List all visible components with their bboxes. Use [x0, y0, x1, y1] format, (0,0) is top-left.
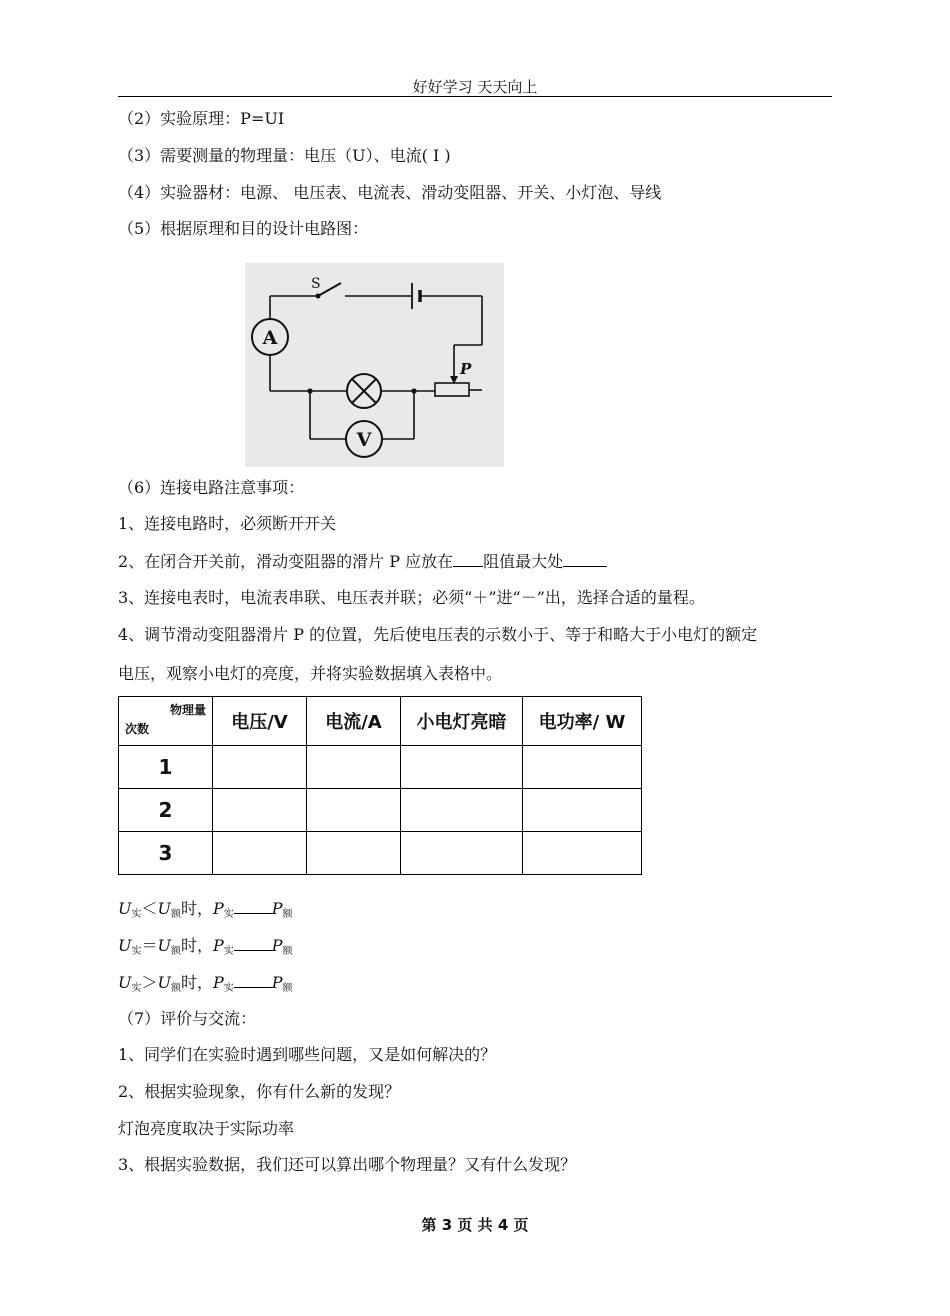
- table-cell: [213, 789, 307, 832]
- subscript-actual: 实: [223, 946, 234, 957]
- table-row: [119, 832, 642, 875]
- evaluation-q1: 1、同学们在实验时遇到哪些问题，又是如何解决的？: [118, 1045, 497, 1064]
- column-header: 电功率/ W: [523, 697, 642, 746]
- relation-equal: [118, 935, 293, 962]
- table-cell: [307, 789, 401, 832]
- corner-top-label: 物理量: [169, 703, 206, 717]
- subscript-rated: 额: [282, 909, 293, 920]
- relation-greater: [118, 972, 293, 999]
- subscript-actual: 实: [223, 983, 234, 994]
- relation-less: [118, 898, 293, 925]
- row-number: 3: [119, 832, 213, 875]
- equals-sign: ＝: [141, 936, 158, 955]
- switch-label: S: [311, 276, 321, 292]
- blank-underline: [453, 551, 483, 567]
- evaluation-heading: （7）评价与交流：: [118, 1009, 257, 1028]
- table-corner-cell: [119, 697, 213, 746]
- less-than-sign: ＜: [141, 899, 158, 918]
- blank-underline: [234, 898, 272, 914]
- var-p: P: [271, 936, 283, 955]
- junction-right: [411, 388, 416, 393]
- var-p: P: [271, 973, 283, 992]
- table-cell: [401, 832, 523, 875]
- row-number: 2: [119, 789, 213, 832]
- header-rule: [118, 96, 832, 97]
- junction-left: [307, 388, 312, 393]
- page-footer: 第 3 页 共 4 页: [421, 1216, 529, 1234]
- var-u: U: [157, 936, 171, 955]
- subscript-rated: 额: [170, 909, 181, 920]
- subscript-actual: 实: [131, 946, 142, 957]
- subscript-rated: 额: [170, 983, 181, 994]
- blank-underline: [234, 972, 272, 988]
- note-2-answer: 阻值最大处: [483, 552, 564, 571]
- circuit-design-line: （5）根据原理和目的设计电路图：: [118, 219, 369, 238]
- table-row: [119, 789, 642, 832]
- evaluation-q2-answer: 灯泡亮度取决于实际功率: [118, 1119, 295, 1138]
- note-4-line-2: 电压，观察小电灯的亮度，并将实验数据填入表格中。: [118, 664, 503, 683]
- relation-when: 时，: [180, 899, 213, 918]
- row-number: 1: [119, 746, 213, 789]
- notes-heading: （6）连接电路注意事项：: [118, 478, 305, 497]
- quantities-line: （3）需要测量的物理量：电压（U）、电流( I ): [118, 146, 451, 165]
- switch-blade: [318, 283, 341, 296]
- var-p: P: [271, 899, 283, 918]
- subscript-actual: 实: [131, 909, 142, 920]
- table-cell: [523, 832, 642, 875]
- var-u: U: [118, 973, 132, 992]
- evaluation-q3: 3、根据实验数据，我们还可以算出哪个物理量？又有什么发现？: [118, 1155, 577, 1174]
- voltmeter-label: V: [356, 429, 372, 451]
- rheostat-body: [435, 383, 469, 396]
- table-cell: [401, 789, 523, 832]
- relation-when: 时，: [180, 973, 213, 992]
- note-2-text: 2、在闭合开关前，滑动变阻器的滑片 P 应放在: [118, 552, 454, 571]
- table-cell: [523, 746, 642, 789]
- principle-line: （2）实验原理：P=UI: [118, 109, 285, 128]
- ammeter-label: A: [262, 327, 278, 349]
- table-cell: [213, 832, 307, 875]
- note-3: 3、连接电表时，电流表串联、电压表并联；必须“＋”进“－”出，选择合适的量程。: [118, 588, 705, 607]
- page-header: 好好学习 天天向上: [412, 78, 538, 96]
- corner-bottom-label: 次数: [125, 722, 150, 736]
- var-u: U: [118, 936, 132, 955]
- column-header: 电流/A: [307, 697, 401, 746]
- var-u: U: [157, 973, 171, 992]
- note-2: [118, 551, 607, 572]
- table-cell: [523, 789, 642, 832]
- circuit-diagram: [245, 263, 504, 467]
- greater-than-sign: ＞: [141, 973, 158, 992]
- data-table: [118, 696, 642, 875]
- table-row: [119, 746, 642, 789]
- var-u: U: [118, 899, 132, 918]
- var-p: P: [213, 899, 224, 918]
- table-cell: [307, 746, 401, 789]
- note-1: 1、连接电路时，必须断开开关: [118, 514, 337, 533]
- slider-label: P: [460, 360, 472, 378]
- subscript-actual: 实: [131, 983, 142, 994]
- blank-underline: [234, 935, 272, 951]
- equipment-line: （4）实验器材：电源、 电压表、电流表、滑动变阻器、开关、小灯泡、导线: [118, 183, 662, 202]
- column-header: 小电灯亮暗: [401, 697, 523, 746]
- column-header: 电压/V: [213, 697, 307, 746]
- evaluation-q2: 2、根据实验现象，你有什么新的发现？: [118, 1082, 401, 1101]
- var-p: P: [213, 973, 224, 992]
- var-p: P: [213, 936, 224, 955]
- table-cell: [213, 746, 307, 789]
- switch-pivot: [316, 294, 321, 299]
- table-cell: [307, 832, 401, 875]
- blank-underline: [563, 551, 607, 567]
- note-4-line-1: 4、调节滑动变阻器滑片 P 的位置，先后使电压表的示数小于、等于和略大于小电灯的额定: [118, 625, 758, 644]
- subscript-rated: 额: [282, 946, 293, 957]
- table-header-row: [119, 697, 642, 746]
- relation-when: 时，: [180, 936, 213, 955]
- subscript-actual: 实: [223, 909, 234, 920]
- table-cell: [401, 746, 523, 789]
- var-u: U: [157, 899, 171, 918]
- subscript-rated: 额: [170, 946, 181, 957]
- subscript-rated: 额: [282, 983, 293, 994]
